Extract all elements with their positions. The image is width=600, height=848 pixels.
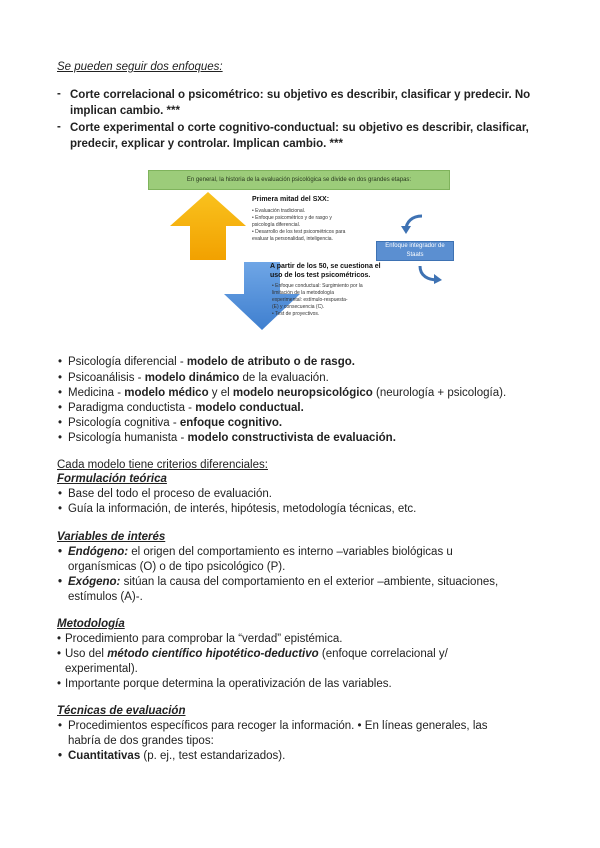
- bullet: •: [58, 372, 63, 384]
- approach-1-line2: implican cambio. ***: [70, 105, 180, 117]
- stage1-line: evaluar la personalidad, inteligencia.: [252, 236, 333, 242]
- intro-heading: Se pueden seguir dos enfoques:: [57, 61, 223, 73]
- curved-arrow-icon: [416, 262, 442, 284]
- bullet: •: [58, 417, 63, 429]
- model-item: Paradigma conductista - modelo conductual.: [68, 402, 304, 414]
- stage2-line: (E) y consecuencia (C).: [272, 304, 325, 310]
- bullet: •: [58, 432, 63, 444]
- bullet: •: [57, 648, 62, 660]
- bullet: •: [58, 750, 63, 762]
- variables-title: Variables de interés: [57, 531, 166, 543]
- model-item: Psicología humanista - modelo constructivista de evaluación.: [68, 432, 396, 444]
- model-item: Psicoanálisis - modelo dinámico de la evaluación.: [68, 372, 329, 384]
- variables-exo: Exógeno: sitúan la causa del comportamiento en el exterior –ambiente, situaciones,: [68, 576, 499, 588]
- bullet: •: [57, 633, 62, 645]
- stage2-line: experimental: estímulo-respuesta-: [272, 297, 348, 303]
- model-item: Psicología cognitiva - enfoque cognitivo.: [68, 417, 283, 429]
- stage1-title: Primera mitad del SXX:: [252, 196, 330, 203]
- stage1-line: • Enfoque psicométrico y de rasgo y: [252, 215, 332, 221]
- tecnicas-item: Procedimientos específicos para recoger la información. • En líneas generales, las: [68, 720, 488, 732]
- bullet: •: [58, 720, 63, 732]
- stage2-title-line1: A partir de los 50, se cuestiona el: [270, 263, 381, 270]
- metodologia-item: Uso del método científico hipotético-deductivo (enfoque correlacional y/: [65, 648, 448, 660]
- tecnicas-title: Técnicas de evaluación: [57, 705, 186, 717]
- stage2-line: limitación de la metodología: [272, 290, 334, 296]
- metodologia-item: Importante porque determina la operativización de las variables.: [65, 678, 392, 690]
- stage1-line: psicología diferencial.: [252, 222, 301, 228]
- bullet: •: [58, 576, 63, 588]
- stage2-line: • Test de proyectivos.: [272, 311, 320, 317]
- variables-exo-line2: estímulos (A)-.: [68, 591, 143, 603]
- bullet: •: [57, 678, 62, 690]
- diagram-header: En general, la historia de la evaluación psicológica se divide en dos grandes etapas:: [148, 170, 450, 190]
- criteria-intro: Cada modelo tiene criterios diferenciales:: [57, 459, 268, 471]
- curved-arrow-icon: [400, 212, 426, 236]
- evaluation-history-diagram: [148, 170, 458, 340]
- variables-endo-line2: organísmicas (O) o de tipo psicológico (P).: [68, 561, 286, 573]
- bullet: •: [58, 488, 63, 500]
- stage2-line: • Enfoque conductual: Surgimiento por la: [272, 283, 363, 289]
- bullet: •: [58, 402, 63, 414]
- model-item: Medicina - modelo médico y el modelo neuropsicológico (neurología + psicología).: [68, 387, 507, 399]
- tecnicas-item: Cuantitativas (p. ej., test estandarizados).: [68, 750, 286, 762]
- stage2-title-line2: uso de los test psicométricos.: [270, 272, 371, 279]
- metodologia-item: Procedimiento para comprobar la “verdad” epistémica.: [65, 633, 343, 645]
- up-arrow-icon: [168, 192, 248, 262]
- metodologia-title: Metodología: [57, 618, 125, 630]
- bullet: •: [58, 503, 63, 515]
- bullet: •: [58, 546, 63, 558]
- metodologia-item-line2: experimental).: [65, 663, 138, 675]
- dash-bullet: -: [57, 88, 61, 100]
- formulacion-item: Base del todo el proceso de evaluación.: [68, 488, 272, 500]
- tecnicas-item-line2: habría de dos grandes tipos:: [68, 735, 214, 747]
- stage1-line: • Desarrollo de los test psicométricos para: [252, 229, 346, 235]
- dash-bullet: -: [57, 121, 61, 133]
- approach-2-line2: predecir, explicar y controlar. Implican cambio. ***: [70, 138, 343, 150]
- bullet: •: [58, 387, 63, 399]
- bullet: •: [58, 356, 63, 368]
- variables-endo: Endógeno: el origen del comportamiento es interno –variables biológicas u: [68, 546, 453, 558]
- approach-2-line1: Corte experimental o corte cognitivo-conductual: su objetivo es describir, clasificar,: [70, 122, 529, 134]
- model-item: Psicología diferencial - modelo de atributo o de rasgo.: [68, 356, 355, 368]
- approach-1-line1: Corte correlacional o psicométrico: su objetivo es describir, clasificar y predecir. No: [70, 89, 531, 101]
- integrator-box: Enfoque integrador de Staats: [376, 241, 454, 261]
- formulacion-title: Formulación teórica: [57, 473, 167, 485]
- stage1-line: • Evaluación tradicional.: [252, 208, 306, 214]
- formulacion-item: Guía la información, de interés, hipótesis, metodología técnicas, etc.: [68, 503, 417, 515]
